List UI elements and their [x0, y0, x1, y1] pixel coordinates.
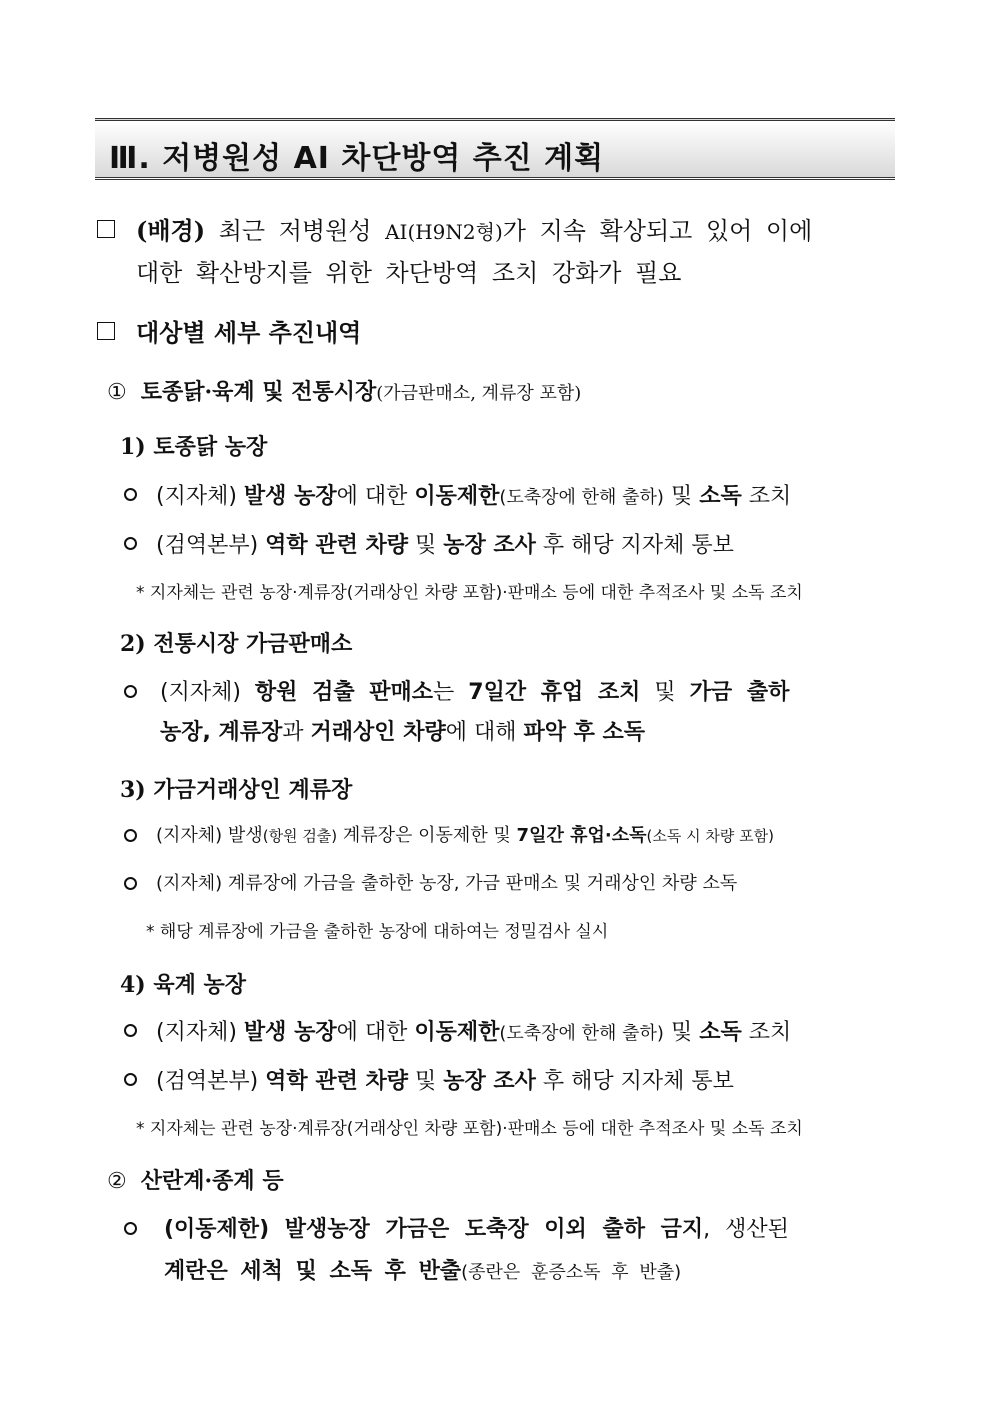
part1-title: 토종닭·육계 및 전통시장: [140, 379, 377, 405]
part2-heading: [107, 1164, 284, 1195]
text: 과: [282, 720, 311, 745]
text: 및: [640, 680, 690, 705]
bullet-circle-icon: [124, 877, 137, 890]
text: 항원 검출 판매소: [254, 680, 434, 705]
background-text-2: 가 지속 확상되고 있어 이에: [502, 217, 813, 245]
text: 계류장은 이동제한 및: [337, 825, 517, 846]
text: 7일간 휴업·소독: [516, 825, 647, 846]
text: 및: [663, 1020, 700, 1045]
bullet-circle-icon: [124, 488, 137, 501]
text: (검역본부): [156, 533, 266, 558]
sub3-bullet-1: [156, 821, 774, 847]
sub4-heading: 4) 육계 농장: [120, 972, 247, 998]
text: 는: [433, 680, 469, 705]
text: 발생 농장: [243, 1020, 337, 1045]
sub1-bullet-1: [156, 479, 791, 510]
sub2-bullet-1: [160, 675, 789, 706]
text: 에 대한: [336, 1020, 415, 1045]
background-ai: AI(H9N2형): [385, 220, 503, 244]
text: (검역본부): [156, 1069, 266, 1094]
text: 에 대해: [445, 720, 524, 745]
text: 계란은 세척 및 소독 후 반출: [164, 1259, 462, 1284]
section-heading: 대상별 세부 추진내역: [136, 318, 362, 347]
text: (지자체): [156, 1020, 244, 1045]
text: (소독 시 차량 포함): [646, 827, 774, 845]
checkbox-icon: [97, 322, 115, 340]
text: 이동제한: [414, 484, 500, 509]
section-title-box: [95, 118, 895, 180]
text: (종란은 훈증소독 후 반출): [461, 1262, 682, 1283]
sub1-note: * 지자체는 관련 농장·계류장(거래상인 차량 포함)·판매소 등에 대한 추적조사 및 소독 조치: [136, 583, 803, 603]
text: 7일간 휴업 조치: [468, 680, 641, 705]
text: 소독: [699, 1020, 742, 1045]
text: (도축장에 한해 출하): [499, 487, 664, 508]
text: (도축장에 한해 출하): [499, 1023, 664, 1044]
background-label: (배경): [136, 216, 206, 245]
bullet-circle-icon: [124, 537, 137, 550]
sub4-note: * 지자체는 관련 농장·계류장(거래상인 차량 포함)·판매소 등에 대한 추적조사 및 소독 조치: [136, 1119, 803, 1139]
text: 가금 출하: [689, 680, 790, 705]
part2-bullet-1-line-2: [164, 1254, 681, 1285]
text: 발생 농장: [243, 484, 337, 509]
sub1-heading: 1) 토종닭 농장: [120, 434, 268, 460]
text: 조치: [741, 484, 792, 509]
text: 에 대한: [336, 484, 415, 509]
bullet-circle-icon: [124, 1073, 137, 1086]
text: 후 해당 지자체 통보: [535, 1069, 734, 1094]
sub2-bullet-1-line-2: [160, 715, 645, 746]
text: 역학 관련 차량: [265, 1069, 409, 1094]
text: 농장 조사: [443, 1069, 536, 1094]
bullet-circle-icon: [124, 1222, 137, 1235]
text: 후 해당 지자체 통보: [535, 533, 734, 558]
part2-title: 산란계·종계 등: [140, 1168, 284, 1194]
part1-title-small: (가금판매소, 계류장 포함): [376, 383, 582, 404]
text: (항원 검출): [262, 827, 338, 845]
bullet-circle-icon: [124, 1024, 137, 1037]
sub3-note: * 해당 계류장에 가금을 출하한 농장에 대하여는 정밀검사 실시: [146, 922, 609, 942]
text: , 생산된: [703, 1217, 789, 1242]
text: (이동제한) 발생농장 가금은 도축장 이외 출하 금지: [164, 1217, 704, 1242]
text: 농장 조사: [443, 533, 536, 558]
text: 거래상인 차량: [310, 720, 446, 745]
part1-heading: [107, 375, 581, 406]
text: 및: [663, 484, 700, 509]
background-line-2: 대한 확산방지를 위한 차단방역 조치 강화가 필요: [136, 259, 682, 287]
sub2-heading: 2) 전통시장 가금판매소: [120, 631, 353, 657]
sub3-bullet-2: (지자체) 계류장에 가금을 출하한 농장, 가금 판매소 및 거래상인 차량 소독: [156, 873, 738, 894]
text: 조치: [741, 1020, 792, 1045]
text: (지자체): [156, 484, 244, 509]
checkbox-icon: [97, 220, 115, 238]
section-title: Ⅲ. 저병원성 AI 차단방역 추진 계획: [109, 141, 605, 176]
sub3-heading: 3) 가금거래상인 계류장: [120, 777, 353, 803]
part2-marker: ②: [107, 1169, 127, 1194]
background-line-1: [136, 211, 812, 246]
text: 농장, 계류장: [160, 720, 283, 745]
bullet-circle-icon: [124, 685, 137, 698]
text: 역학 관련 차량: [265, 533, 409, 558]
text: (지자체): [160, 680, 255, 705]
part1-marker: ①: [107, 380, 127, 405]
sub4-bullet-2: [156, 1064, 734, 1095]
text: (지자체) 발생: [156, 825, 263, 846]
part2-bullet-1: [164, 1212, 789, 1243]
background-text-1: 최근 저병원성: [205, 217, 386, 245]
text: 파악 후 소독: [523, 720, 646, 745]
bullet-circle-icon: [124, 829, 137, 842]
text: 소독: [699, 484, 742, 509]
sub4-bullet-1: [156, 1015, 791, 1046]
text: 이동제한: [414, 1020, 500, 1045]
text: 및: [408, 1069, 444, 1094]
text: 및: [408, 533, 444, 558]
sub1-bullet-2: [156, 528, 734, 559]
